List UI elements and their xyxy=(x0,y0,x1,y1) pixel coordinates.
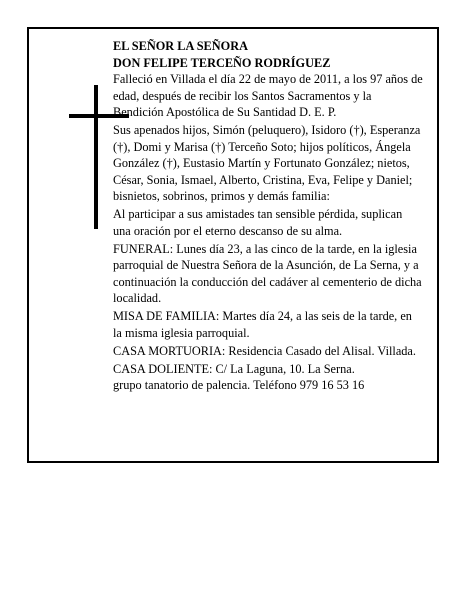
funeral-home-contact: grupo tanatorio de palencia. Teléfono 979 16 53 16 xyxy=(113,378,365,392)
deceased-name: DON FELIPE TERCEÑO RODRÍGUEZ xyxy=(113,55,331,70)
family-list: Sus apenados hijos, Simón (peluquero), Isidoro (†), Esperanza (†), Domi y Marisa (†) Terceño Soto; hijos políticos, Ángela González (†), Eustasio Martín y Fortunato González; nietos, César, Sonia, Ismael, Alberto, Cristina, Eva, Felipe y Daniel; bisnietos, sobrinos, primos y demás familia: xyxy=(113,123,421,203)
death-announcement: Falleció en Villada el día 22 de mayo de 2011, a los 97 años de edad, después de recibir los Santos Sacramentos y la Bendición Apostólica de Su Santidad D. E. P. xyxy=(113,72,423,119)
notice-heading: EL SEÑOR LA SEÑORA xyxy=(113,39,248,53)
obituary-text xyxy=(113,38,423,394)
prayer-request: Al participar a sus amistades tan sensible pérdida, suplican una oración por el eterno descanso de su alma. xyxy=(113,207,403,238)
family-mass-info: MISA DE FAMILIA: Martes día 24, a las seis de la tarde, en la misma iglesia parroquial. xyxy=(113,309,412,340)
mourning-house-info: CASA DOLIENTE: C/ La Laguna, 10. La Serna. xyxy=(113,361,355,376)
funeral-info: FUNERAL: Lunes día 23, a las cinco de la tarde, en la iglesia parroquial de Nuestra Señora de la Asunción, de La Serna, y a continuación la conducción del cadáver al cementerio de dicha localidad. xyxy=(113,241,422,305)
mortuary-house-info: CASA MORTUORIA: Residencia Casado del Alisal. Villada. xyxy=(113,343,416,358)
cross-vertical-bar xyxy=(94,85,98,229)
